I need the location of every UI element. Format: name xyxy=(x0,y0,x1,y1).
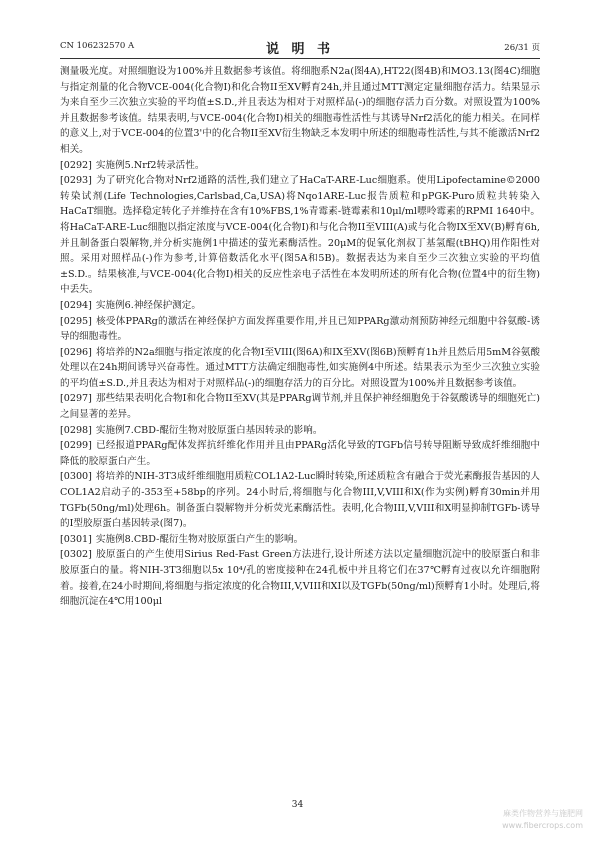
document-body xyxy=(60,64,540,610)
paragraph-number: [0301] xyxy=(60,533,92,545)
paragraph xyxy=(60,345,540,392)
paragraph-text: 实施例8.CBD-醌衍生物对胶原蛋白产生的影响。 xyxy=(95,533,304,545)
paragraph xyxy=(60,64,540,158)
watermark-url: www.fibercrops.com xyxy=(502,821,583,830)
paragraph-text: 实施例7.CBD-醌衍生物对胶原蛋白基因转录的影响。 xyxy=(95,424,323,436)
paragraph xyxy=(60,173,540,298)
paragraph-text: 胶原蛋白的产生使用Sirius Red-Fast Green方法进行,设计所述方法以定量细胞沉淀中的胶原蛋白和非胶原蛋白的量。将NIH-3T3细胞以5x 10⁴/孔的密度接种在24孔板中并且将它们在37℃孵育过夜以允许细胞附着。接着,在24小时期间,将细胞与指定浓度的化合物III,V,VIII和XI以及TGFb(50ng/ml)预孵育1小时。处理后,将细胞沉淀在4℃用100μl xyxy=(60,549,540,608)
paragraph-text: 为了研究化合物对Nrf2通路的活性,我们建立了HaCaT-ARE-Luc细胞系。使用Lipofectamine©2000转染试剂(Life Technologies,Carlsbad,Ca,USA)将Nqo1ARE-Luc报告质粒和pPGK-Puro质粒共转染入HaCaT细胞。选择稳定转化子并维持在含有10%FBS,1%青霉素-链霉素和10μl/ml嘌呤霉素的RPMI 1640中。将HaCaT-ARE-Luc细胞以指定浓度与VCE-004(化合物I)和与化合物II至VIII(A)或与化合物IX至XV(B)孵育6h,并且制备蛋白裂解物,并分析实施例1中描述的萤光素酶活性。20μM的促氧化剂叔丁基氢醌(tBHQ)用作阳性对照。采用对照样品(-)作为参考,计算倍数活化水平(图5A和5B)。数据表达为来自至少三次独立实验的平均值±S.D.。结果核准,与VCE-004(化合物I)相关的反应性亲电子活性在本发明所述的所有化合物(位置4中的衍生物)中丢失。 xyxy=(60,175,540,296)
paragraph xyxy=(60,469,540,531)
paragraph xyxy=(60,532,540,548)
paragraph-number: [0293] xyxy=(60,175,92,187)
header-divider xyxy=(60,58,540,59)
paragraph xyxy=(60,158,540,174)
page-of-total: 26/31 页 xyxy=(504,43,540,53)
paragraph-number: [0294] xyxy=(60,299,92,311)
paragraph-text: 测量吸光度。对照细胞设为100%并且数据参考该值。将细胞系N2a(图4A),HT22(图4B)和MO3.13(图4C)细胞与指定剂量的化合物VCE-004(化合物I)和化合物II至XV孵育24h,并且通过MTT测定定量细胞存活力。结果显示为来自至少三次独立实验的平均值±S.D.,并且表达为相对于对照样品(-)的细胞存活力百分数。对照设置为100%并且数据参考该值。结果表明,与VCE-004(化合物I)相关的细胞毒性活性与其诱导Nrf2活化的能力相关。在同样的意义上,对于VCE-004的位置3'中的化合物II至XV衍生物缺乏本发明中所述的细胞毒性活性,与其不能激活Nrf2相关。 xyxy=(60,66,540,155)
paragraph-text: 核受体PPARg的激活在神经保护方面发挥重要作用,并且已知PPARg激动剂预防神经元细胞中谷氨酸-诱导的细胞毒性。 xyxy=(60,315,540,343)
paragraph xyxy=(60,298,540,314)
paragraph-text: 将培养的N2a细胞与指定浓度的化合物I至VIII(图6A)和IX至XV(图6B)预孵育1h并且然后用5mM谷氨酸处理以在24h期间诱导兴奋毒性。通过MTT方法确定细胞毒性,如实施例4中所述。结果表示为至少三次独立实验的平均值±S.D.,并且表达为相对于对照样品(-)的细胞存活力的百分比。对照设置为100%并且数据参考该值。 xyxy=(60,346,540,389)
paragraph-text: 将培养的NIH-3T3成纤维细胞用质粒COL1A2-Luc瞬时转染,所述质粒含有融合于荧光素酶报告基因的人COL1A2启动子的-353至+58bp的序列。24小时后,将细胞与化合物III,V,VIII和X(作为实例)孵育30min并用TGFb(50ng/ml)处理6h。制备蛋白裂解物并分析荧光素酶活性。表明,化合物III,V,VIII和X明显抑制TGFb-诱导的I型胶原蛋白基因转录(图7)。 xyxy=(60,471,540,530)
paragraph xyxy=(60,314,540,345)
paragraph xyxy=(60,391,540,422)
document-type-title: 说 明 书 xyxy=(265,42,335,57)
paragraph-number: [0302] xyxy=(60,549,92,561)
paragraph-number: [0296] xyxy=(60,346,92,358)
paragraph-number: [0300] xyxy=(60,471,92,483)
watermark-site-name: 麻类作物营养与施肥网 xyxy=(503,809,583,818)
paragraph-text: 已经报道PPARg配体发挥抗纤维化作用并且由PPARg活化导致的TGFb信号转导阻断导致成纤维细胞中降低的胶原蛋白产生。 xyxy=(60,440,540,467)
publication-number: CN 106232570 A xyxy=(60,41,135,51)
page-header xyxy=(60,38,540,57)
paragraph-number: [0295] xyxy=(60,315,92,327)
paragraph-number: [0299] xyxy=(60,440,92,452)
paragraph-text: 实施例6.神经保护测定。 xyxy=(95,299,201,311)
paragraph xyxy=(60,438,540,469)
paragraph-number: [0298] xyxy=(60,424,92,436)
paragraph xyxy=(60,547,540,609)
paragraph-number: [0292] xyxy=(60,159,92,171)
paragraph-text: 那些结果表明化合物I和化合物II至XV(其是PPARg调节剂,并且保护神经细胞免于谷氨酸诱导的细胞死亡)之间显著的差异。 xyxy=(60,393,540,421)
page-number: 34 xyxy=(291,800,304,810)
paragraph-text: 实施例5.Nrf2转录活性。 xyxy=(95,159,205,171)
paragraph-number: [0297] xyxy=(60,393,92,405)
paragraph xyxy=(60,423,540,439)
site-watermark xyxy=(502,808,583,832)
